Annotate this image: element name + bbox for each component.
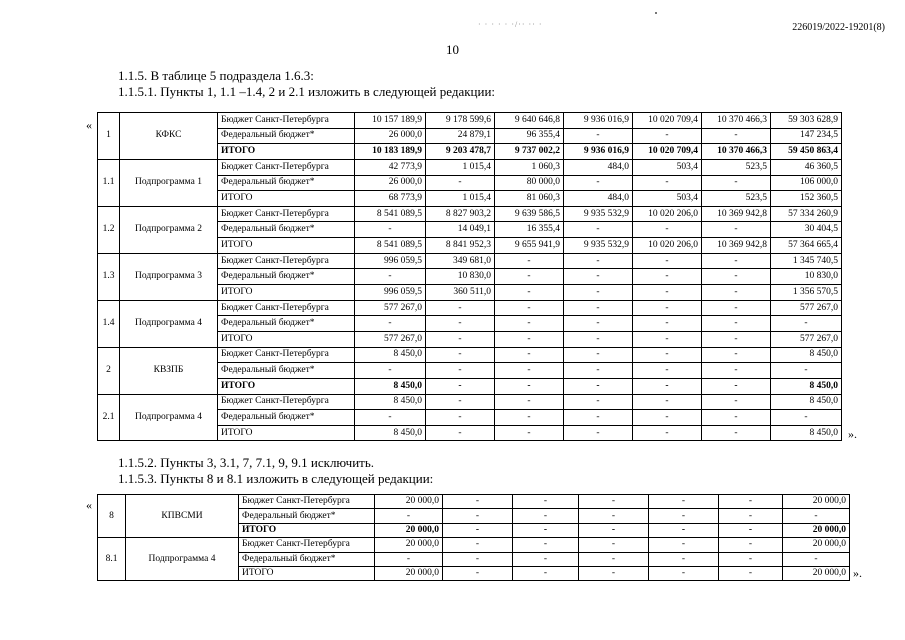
funding-source: Бюджет Санкт-Петербурга (218, 206, 355, 222)
value-cell: 484,0 (564, 191, 633, 207)
value-cell: - (771, 316, 842, 332)
funding-source: ИТОГО (218, 331, 355, 347)
value-cell: 10 157 189,9 (355, 113, 426, 129)
table-row (98, 206, 842, 222)
value-cell: 9 178 599,6 (426, 113, 495, 129)
value-cell: 9 737 002,2 (495, 144, 564, 160)
funding-source: ИТОГО (218, 144, 355, 160)
value-cell: 10 370 466,3 (702, 113, 771, 129)
value-cell: - (783, 552, 850, 566)
funding-source: ИТОГО (218, 285, 355, 301)
value-cell: 8 450,0 (355, 394, 426, 410)
value-cell: 96 355,4 (495, 128, 564, 144)
value-cell: - (443, 523, 513, 537)
value-cell: - (719, 566, 783, 580)
table-row (98, 394, 842, 410)
funding-source: ИТОГО (218, 378, 355, 394)
value-cell: 10 369 942,8 (702, 238, 771, 254)
value-cell: 8 841 952,3 (426, 238, 495, 254)
value-cell: 996 059,5 (355, 253, 426, 269)
funding-source: Федеральный бюджет* (239, 552, 375, 566)
value-cell: - (426, 425, 495, 441)
page-number: 10 (446, 42, 459, 57)
value-cell: - (579, 552, 649, 566)
value-cell: 80 000,0 (495, 175, 564, 191)
value-cell: 14 049,1 (426, 222, 495, 238)
value-cell: - (495, 378, 564, 394)
value-cell: 10 830,0 (426, 269, 495, 285)
item-name: КПВСМИ (126, 495, 239, 538)
value-cell: 10 020 709,4 (633, 113, 702, 129)
value-cell: - (426, 300, 495, 316)
value-cell: 8 827 903,2 (426, 206, 495, 222)
value-cell: - (702, 300, 771, 316)
scan-mark: · · · · · ·/·· ·· · (478, 20, 543, 29)
value-cell: - (633, 175, 702, 191)
value-cell: - (783, 509, 850, 523)
value-cell: - (564, 363, 633, 379)
value-cell: - (564, 300, 633, 316)
funding-source: ИТОГО (218, 191, 355, 207)
value-cell: - (719, 538, 783, 552)
value-cell: - (633, 222, 702, 238)
value-cell: 9 935 532,9 (564, 206, 633, 222)
value-cell: 10 370 466,3 (702, 144, 771, 160)
value-cell: - (702, 128, 771, 144)
value-cell: 59 450 863,4 (771, 144, 842, 160)
value-cell: - (564, 425, 633, 441)
item-code: 2 (98, 347, 120, 394)
funding-source: ИТОГО (239, 523, 375, 537)
value-cell: - (579, 538, 649, 552)
funding-source: Федеральный бюджет* (218, 269, 355, 285)
value-cell: 20 000,0 (783, 538, 850, 552)
value-cell: 20 000,0 (375, 566, 443, 580)
value-cell: 10 020 709,4 (633, 144, 702, 160)
item-code: 8.1 (98, 538, 126, 581)
funding-source: Федеральный бюджет* (218, 363, 355, 379)
table-row (98, 495, 850, 509)
value-cell: 30 404,5 (771, 222, 842, 238)
value-cell: - (771, 410, 842, 426)
value-cell: 9 640 646,8 (495, 113, 564, 129)
value-cell: 20 000,0 (783, 566, 850, 580)
value-cell: 1 345 740,5 (771, 253, 842, 269)
value-cell: - (375, 509, 443, 523)
value-cell: - (633, 269, 702, 285)
value-cell: - (702, 269, 771, 285)
value-cell: - (443, 509, 513, 523)
value-cell: - (355, 316, 426, 332)
value-cell: 349 681,0 (426, 253, 495, 269)
value-cell: - (564, 285, 633, 301)
value-cell: - (579, 495, 649, 509)
item-name: КВЗПБ (120, 347, 218, 394)
value-cell: 10 830,0 (771, 269, 842, 285)
value-cell: 9 655 941,9 (495, 238, 564, 254)
funding-source: Бюджет Санкт-Петербурга (218, 347, 355, 363)
value-cell: 16 355,4 (495, 222, 564, 238)
value-cell: 10 020 206,0 (633, 238, 702, 254)
value-cell: - (513, 538, 579, 552)
value-cell: - (495, 347, 564, 363)
paragraph-1-1-5-2: 1.1.5.2. Пункты 3, 3.1, 7, 7.1, 9, 9.1 исключить. (118, 455, 375, 470)
value-cell: - (633, 347, 702, 363)
value-cell: 577 267,0 (771, 331, 842, 347)
value-cell: 20 000,0 (375, 495, 443, 509)
item-name: Подпрограмма 1 (120, 159, 218, 206)
value-cell: - (355, 410, 426, 426)
value-cell: - (719, 495, 783, 509)
value-cell: - (426, 316, 495, 332)
value-cell: - (702, 378, 771, 394)
value-cell: - (426, 331, 495, 347)
value-cell: 8 450,0 (355, 378, 426, 394)
value-cell: 9 936 016,9 (564, 113, 633, 129)
value-cell: 996 059,5 (355, 285, 426, 301)
value-cell: - (633, 410, 702, 426)
paragraph-1-1-5: 1.1.5. В таблице 5 подраздела 1.6.3: (118, 68, 314, 83)
table-row (98, 159, 842, 175)
value-cell: 523,5 (702, 159, 771, 175)
value-cell: - (702, 175, 771, 191)
value-cell: - (426, 363, 495, 379)
funding-source: ИТОГО (218, 425, 355, 441)
value-cell: 1 015,4 (426, 191, 495, 207)
value-cell: - (633, 425, 702, 441)
value-cell: - (702, 285, 771, 301)
value-cell: - (633, 316, 702, 332)
value-cell: - (633, 285, 702, 301)
value-cell: 24 879,1 (426, 128, 495, 144)
value-cell: 81 060,3 (495, 191, 564, 207)
value-cell: - (495, 363, 564, 379)
value-cell: 20 000,0 (783, 523, 850, 537)
item-name: Подпрограмма 2 (120, 206, 218, 253)
value-cell: - (426, 394, 495, 410)
value-cell: - (564, 175, 633, 191)
value-cell: - (513, 566, 579, 580)
value-cell: - (649, 566, 719, 580)
value-cell: - (564, 378, 633, 394)
value-cell: - (564, 128, 633, 144)
value-cell: 577 267,0 (771, 300, 842, 316)
funding-source: ИТОГО (239, 566, 375, 580)
value-cell: - (564, 331, 633, 347)
value-cell: - (443, 566, 513, 580)
value-cell: - (443, 538, 513, 552)
value-cell: 8 541 089,5 (355, 206, 426, 222)
value-cell: - (564, 316, 633, 332)
value-cell: - (564, 253, 633, 269)
value-cell: 26 000,0 (355, 175, 426, 191)
table-row (98, 113, 842, 129)
value-cell: - (564, 269, 633, 285)
item-code: 2.1 (98, 394, 120, 441)
value-cell: - (564, 222, 633, 238)
value-cell: - (702, 363, 771, 379)
value-cell: 57 334 260,9 (771, 206, 842, 222)
quote-open-1: « (86, 118, 92, 132)
funding-source: Бюджет Санкт-Петербурга (218, 159, 355, 175)
value-cell: 8 450,0 (355, 347, 426, 363)
value-cell: - (564, 410, 633, 426)
value-cell: 10 183 189,9 (355, 144, 426, 160)
table-row (98, 347, 842, 363)
item-code: 1.4 (98, 300, 120, 347)
funding-source: Бюджет Санкт-Петербурга (239, 495, 375, 509)
value-cell: 503,4 (633, 159, 702, 175)
value-cell: - (702, 425, 771, 441)
value-cell: 577 267,0 (355, 300, 426, 316)
value-cell: 152 360,5 (771, 191, 842, 207)
funding-source: ИТОГО (218, 238, 355, 254)
quote-close-1: ». (848, 427, 857, 441)
value-cell: - (719, 523, 783, 537)
budget-table-1 (97, 112, 842, 441)
value-cell: - (579, 566, 649, 580)
value-cell: - (513, 523, 579, 537)
value-cell: - (426, 378, 495, 394)
value-cell: - (633, 128, 702, 144)
value-cell: 10 369 942,8 (702, 206, 771, 222)
value-cell: - (579, 523, 649, 537)
value-cell: - (633, 363, 702, 379)
value-cell: 8 450,0 (771, 425, 842, 441)
value-cell: - (719, 552, 783, 566)
value-cell: 8 541 089,5 (355, 238, 426, 254)
item-code: 1.2 (98, 206, 120, 253)
value-cell: 9 935 532,9 (564, 238, 633, 254)
value-cell: 42 773,9 (355, 159, 426, 175)
funding-source: Федеральный бюджет* (218, 410, 355, 426)
item-name: Подпрограмма 4 (126, 538, 239, 581)
value-cell: - (633, 331, 702, 347)
value-cell: - (719, 509, 783, 523)
value-cell: 20 000,0 (375, 523, 443, 537)
value-cell: 9 936 016,9 (564, 144, 633, 160)
value-cell: - (513, 552, 579, 566)
value-cell: - (495, 410, 564, 426)
value-cell: - (702, 316, 771, 332)
value-cell: - (649, 509, 719, 523)
value-cell: - (771, 363, 842, 379)
item-name: КФКС (120, 113, 218, 160)
value-cell: - (702, 222, 771, 238)
value-cell: 523,5 (702, 191, 771, 207)
value-cell: - (426, 347, 495, 363)
value-cell: - (564, 394, 633, 410)
value-cell: - (375, 552, 443, 566)
value-cell: 147 234,5 (771, 128, 842, 144)
funding-source: Федеральный бюджет* (218, 175, 355, 191)
value-cell: - (702, 410, 771, 426)
value-cell: - (495, 300, 564, 316)
value-cell: 106 000,0 (771, 175, 842, 191)
item-code: 8 (98, 495, 126, 538)
value-cell: 8 450,0 (771, 347, 842, 363)
value-cell: 68 773,9 (355, 191, 426, 207)
value-cell: 26 000,0 (355, 128, 426, 144)
value-cell: - (355, 363, 426, 379)
value-cell: - (443, 495, 513, 509)
value-cell: - (649, 495, 719, 509)
funding-source: Федеральный бюджет* (218, 316, 355, 332)
value-cell: - (633, 300, 702, 316)
document-number: 226019/2022-19201(8) (792, 22, 885, 33)
value-cell: - (513, 509, 579, 523)
value-cell: - (355, 269, 426, 285)
value-cell: - (564, 347, 633, 363)
value-cell: - (495, 269, 564, 285)
value-cell: 1 060,3 (495, 159, 564, 175)
value-cell: - (495, 285, 564, 301)
value-cell: 10 020 206,0 (633, 206, 702, 222)
scan-dot (655, 12, 657, 14)
value-cell: 8 450,0 (771, 378, 842, 394)
funding-source: Бюджет Санкт-Петербурга (218, 253, 355, 269)
value-cell: 1 356 570,5 (771, 285, 842, 301)
funding-source: Бюджет Санкт-Петербурга (239, 538, 375, 552)
value-cell: 46 360,5 (771, 159, 842, 175)
value-cell: - (495, 331, 564, 347)
value-cell: - (355, 222, 426, 238)
value-cell: 9 639 586,5 (495, 206, 564, 222)
funding-source: Федеральный бюджет* (239, 509, 375, 523)
value-cell: 8 450,0 (771, 394, 842, 410)
value-cell: - (649, 523, 719, 537)
value-cell: 20 000,0 (783, 495, 850, 509)
value-cell: - (495, 425, 564, 441)
value-cell: - (633, 394, 702, 410)
value-cell: - (633, 378, 702, 394)
table-row (98, 253, 842, 269)
funding-source: Федеральный бюджет* (218, 222, 355, 238)
item-code: 1.1 (98, 159, 120, 206)
value-cell: 360 511,0 (426, 285, 495, 301)
item-name: Подпрограмма 4 (120, 300, 218, 347)
budget-table-2 (97, 494, 850, 581)
value-cell: 484,0 (564, 159, 633, 175)
value-cell: - (426, 175, 495, 191)
value-cell: - (495, 394, 564, 410)
value-cell: 9 203 478,7 (426, 144, 495, 160)
value-cell: - (579, 509, 649, 523)
quote-open-2: « (86, 498, 92, 512)
value-cell: - (443, 552, 513, 566)
value-cell: 577 267,0 (355, 331, 426, 347)
paragraph-1-1-5-3: 1.1.5.3. Пункты 8 и 8.1 изложить в следующей редакции: (118, 471, 434, 486)
value-cell: - (649, 552, 719, 566)
value-cell: 503,4 (633, 191, 702, 207)
item-name: Подпрограмма 3 (120, 253, 218, 300)
value-cell: 1 015,4 (426, 159, 495, 175)
funding-source: Федеральный бюджет* (218, 128, 355, 144)
value-cell: 20 000,0 (375, 538, 443, 552)
item-code: 1 (98, 113, 120, 160)
value-cell: 59 303 628,9 (771, 113, 842, 129)
value-cell: - (426, 410, 495, 426)
paragraph-1-1-5-1: 1.1.5.1. Пункты 1, 1.1 –1.4, 2 и 2.1 изложить в следующей редакции: (118, 84, 496, 99)
value-cell: - (495, 253, 564, 269)
value-cell: - (702, 253, 771, 269)
value-cell: - (702, 394, 771, 410)
funding-source: Бюджет Санкт-Петербурга (218, 394, 355, 410)
value-cell: - (495, 316, 564, 332)
funding-source: Бюджет Санкт-Петербурга (218, 300, 355, 316)
quote-close-2: ». (853, 566, 862, 580)
value-cell: - (633, 253, 702, 269)
value-cell: - (702, 331, 771, 347)
item-name: Подпрограмма 4 (120, 394, 218, 441)
value-cell: - (513, 495, 579, 509)
table-row (98, 538, 850, 552)
value-cell: - (702, 347, 771, 363)
value-cell: 57 364 665,4 (771, 238, 842, 254)
value-cell: - (649, 538, 719, 552)
funding-source: Бюджет Санкт-Петербурга (218, 113, 355, 129)
table-row (98, 300, 842, 316)
item-code: 1.3 (98, 253, 120, 300)
value-cell: 8 450,0 (355, 425, 426, 441)
